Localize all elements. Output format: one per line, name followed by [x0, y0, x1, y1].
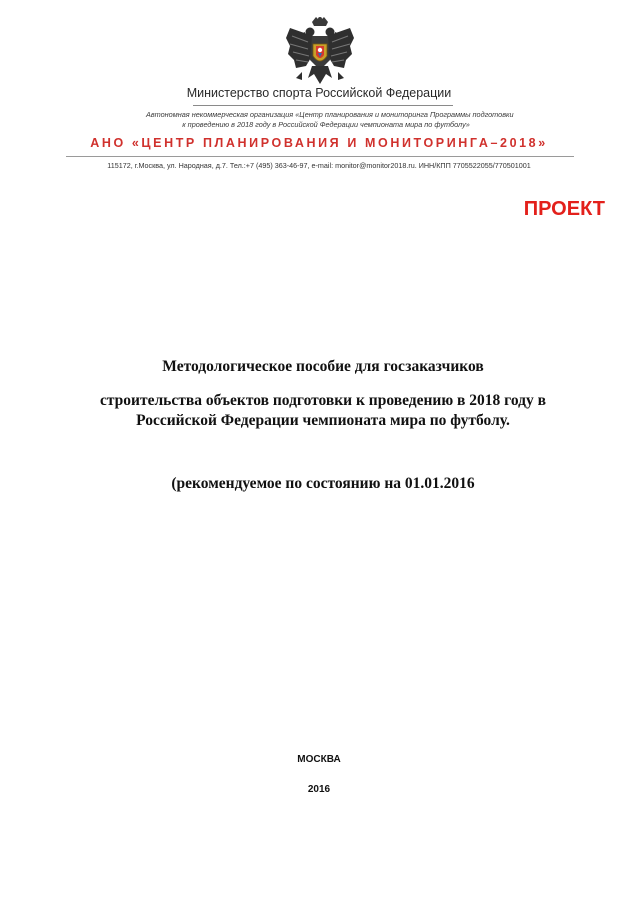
ano-description-line: Автономная некоммерческая организация «Центр планирования и мониторинга Программы подготовки — [146, 110, 514, 119]
letterhead-divider — [66, 156, 574, 157]
double-headed-eagle-emblem-icon — [282, 16, 358, 90]
ministry-name: Министерство спорта Российской Федерации — [186, 86, 452, 100]
document-title — [60, 357, 586, 431]
contact-details: 115172, г.Москва, ул. Народная, д.7. Тел.:+7 (495) 363-46-97, e-mail: monitor@monitor2018.ru. ИНН/КПП 7705522055/770501001 — [107, 161, 531, 170]
city-label: МОСКВА — [297, 754, 341, 765]
ano-description-line: к проведению в 2018 году в Российской Федерации чемпионата мира по футболу» — [182, 119, 470, 129]
year-label: 2016 — [307, 784, 331, 795]
ano-description — [146, 110, 514, 129]
document-title-line: Методологическое пособие для госзаказчиков — [162, 358, 484, 375]
header-divider — [193, 105, 453, 106]
document-title-line: строительства объектов подготовки к проведению в 2018 году в Российской Федерации чемпионата мира по футболу. — [100, 392, 546, 429]
document-subtitle: (рекомендуемое по состоянию на 01.01.2016 — [171, 475, 475, 492]
draft-status-label: ПРОЕКТ — [523, 198, 605, 220]
ano-title: АНО «ЦЕНТР ПЛАНИРОВАНИЯ И МОНИТОРИНГА–2018» — [90, 136, 548, 150]
